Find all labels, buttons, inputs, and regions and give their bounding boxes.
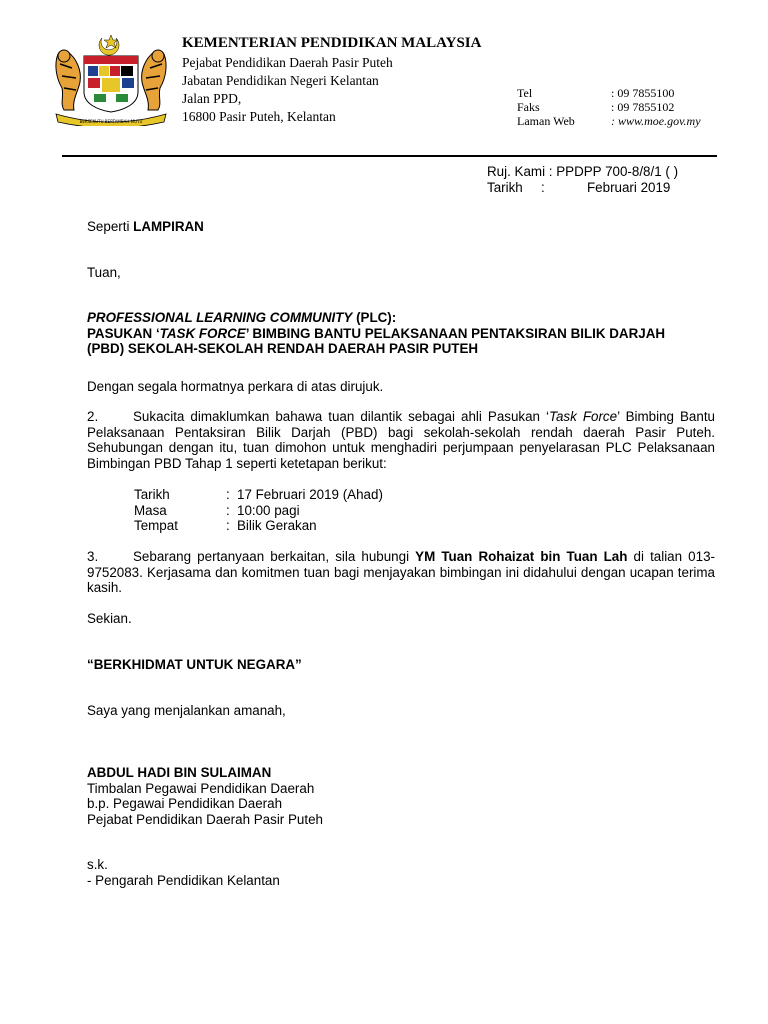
cc-label: s.k. — [87, 857, 108, 872]
address-line-2: Jabatan Pendidikan Negeri Kelantan — [182, 73, 379, 88]
header-divider — [62, 155, 717, 157]
address-line-4: 16800 Pasir Puteh, Kelantan — [182, 109, 336, 124]
detail-row: Tempat : Bilik Gerakan — [134, 518, 317, 534]
cc-item: - Pengarah Pendidikan Kelantan — [87, 872, 280, 888]
ministry-name: KEMENTERIAN PENDIDIKAN MALAYSIA — [182, 35, 482, 51]
address-line-1: Pejabat Pendidikan Daerah Pasir Puteh — [182, 55, 393, 70]
reference-date: Tarikh : Februari 2019 — [487, 180, 671, 195]
motto: “BERKHIDMAT UNTUK NEGARA” — [87, 657, 302, 672]
salutation: Tuan, — [87, 265, 121, 280]
coat-of-arms-emblem — [50, 34, 172, 126]
signatory-title: Timbalan Pegawai Pendidikan Daerah — [87, 780, 315, 796]
paragraph-3: 3. Sebarang pertanyaan berkaitan, sila hubungi YM Tuan Rohaizat bin Tuan Lah di talian 013-9752083. Kerjasama dan komitmen tuan bagi menjayakan bimbingan ini didahului dengan ucapan terima kasih. — [87, 549, 715, 596]
trust-line: Saya yang menjalankan amanah, — [87, 703, 286, 718]
address-line-3: Jalan PPD, — [182, 91, 242, 106]
signatory-name: ABDUL HADI BIN SULAIMAN — [87, 765, 272, 780]
detail-row: Tarikh : 17 Februari 2019 (Ahad) — [134, 487, 383, 502]
contact-fax: Faks : 09 7855102 — [517, 100, 675, 114]
recipient-line: Seperti LAMPIRAN — [87, 219, 204, 234]
reference-number: Ruj. Kami : PPDPP 700-8/8/1 ( ) — [487, 164, 679, 179]
signature-block — [87, 765, 323, 827]
paragraph-1: Dengan segala hormatnya perkara di atas dirujuk. — [87, 379, 384, 394]
detail-row: Masa : 10:00 pagi — [134, 502, 300, 518]
contact-tel: Tel : 09 7855100 — [517, 86, 675, 100]
contact-web: Laman Web : www.moe.gov.my — [517, 114, 701, 128]
cc-block — [87, 857, 280, 888]
emblem-motto: BERSEKUTU BERTAMBAH MUTU — [79, 119, 143, 124]
closing-sekian: Sekian. — [87, 611, 132, 626]
signatory-title: b.p. Pegawai Pendidikan Daerah — [87, 796, 283, 812]
signatory-title: Pejabat Pendidikan Daerah Pasir Puteh — [87, 811, 323, 827]
meeting-details — [134, 487, 383, 534]
subject-heading: PROFESSIONAL LEARNING COMMUNITY (PLC): PASUKAN ‘TASK FORCE’ BIMBING BANTU PELAKSANAAN PENTAKSIRAN BILIK DARJAH (PBD) SEKOLAH-SEKOLAH RENDAH DAERAH PASIR PUTEH — [87, 310, 666, 357]
paragraph-2: 2. Sukacita dimaklumkan bahawa tuan dilantik sebagai ahli Pasukan ‘Task Force’ Bimbing Bantu Pelaksanaan Pentaksiran Bilik Darjah (PBD) bagi sekolah-sekolah rendah daerah Pasir Puteh. Sehubungan dengan itu, tuan dimohon untuk menghadiri perjumpaan penyelarasan PLC Pelaksanaan Bimbingan PBD Tahap 1 seperti ketetapan berikut: — [87, 409, 715, 471]
